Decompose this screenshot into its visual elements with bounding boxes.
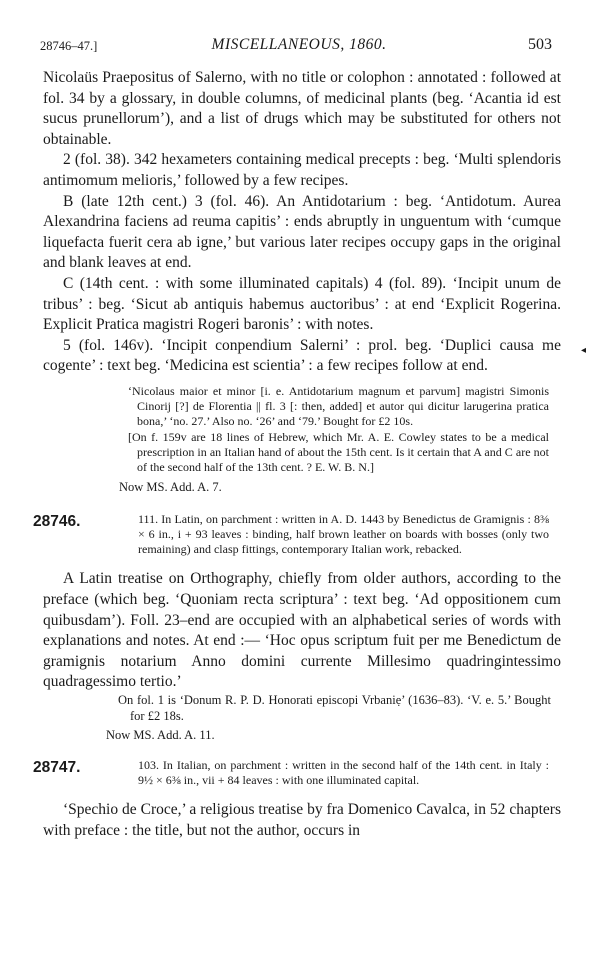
paragraph-nicolaus: Nicolaüs Praepositus of Salerno, with no title or colophon : annotated : followed at fol. 34 by a glossary, in double columns, of medicinal plants (beg. ‘Acantia id est sucus prunellorum’), and a list of drugs which may be substituted for others not obtainable. [43, 69, 561, 148]
entry-description: 111. In Latin, on parchment : written in A. D. 1443 by Benedictus de Gramignis : 8⅜ × 6 in., i + 93 leaves : binding, half brown leather on boards with bosses (only two remaining) and clasp fittings, contemporary Italian work, rebacked. [138, 511, 549, 557]
running-header [40, 36, 558, 58]
paragraph-antidotarium: B (late 12th cent.) 3 (fol. 46). An Antidotarium : beg. ‘Antidotum. Aurea Alexandrina faciens ad reuma capitis’ : ends abruptly in unguentum with ‘cumque liquefacta fuerit cera ab igne,’ but various later recipes occupy gaps in the original and blank leaves at end. [43, 192, 561, 272]
entry-28746 [33, 511, 561, 558]
paragraph-spechio: ‘Spechio de Croce,’ a religious treatise by fra Domenico Cavalca, in 52 chapters with preface : the title, but not the author, occurs in [43, 801, 561, 840]
entry-description: 103. In Italian, on parchment : written in the second half of the 14th cent. in Italy : 9½ × 6⅜ in., vii + 84 leaves : with one illuminated capital. [138, 758, 549, 788]
paragraph-orthography: A Latin treatise on Orthography, chiefly from older authors, according to the preface (which beg. ‘Quoniam recta scriptura’ : text beg. ‘Ad oppositionem cum quibusdam’). Foll. 23–end are occupied with an alphabetical series of words with explanations and notes. At end :— ‘Hoc opus scriptum fuit per me Benedictum de gramignis notarium Anno domini currente Millesimo quadringintessimo quadragessimo tertio.’ [43, 570, 561, 691]
entry-28747 [33, 758, 561, 788]
paragraph-hexameters: 2 (fol. 38). 342 hexameters containing medical precepts : beg. ‘Multi splendoris antimomum melioris,’ followed by a few recipes. [43, 151, 561, 189]
provenance-note-line: ‘Nicolaus maior et minor [i. e. Antidotarium magnum et parvum] magistri Simonis Cinorij [?] de Florentia || fl. 3 [: then, added] et autor qui dicitur larugerina pratica bona,’ ‘no. 27.’ Also no. ‘26’ and ‘79.’ Bought for £2 10s. [128, 383, 549, 429]
entry-number: 28747. [33, 759, 81, 777]
paragraph-compendium-salerni: 5 (fol. 146v). ‘Incipit conpendium Salerni’ : prol. beg. ‘Duplici causa me cogente’ : text beg. ‘Medicina est scientia’ : a few recipes follow at end. [43, 336, 561, 375]
hebrew-note-line: [On f. 159v are 18 lines of Hebrew, which Mr. A. E. Cowley states to be a medical prescription in an Italian hand of about the 15th cent. Is it certain that A and C are not of the second half of the 13th cent. ? E. W. B. N.] [128, 429, 549, 474]
paragraph-incipit-unum: C (14th cent. : with some illuminated capitals) 4 (fol. 89). ‘Incipit unum de tribus’ : beg. ‘Sicut ab antiquis habemus auctoribus’ : at end ‘Explicit Rogerina. Explicit Pratica magistri Rogeri baronis’ : with notes. [43, 274, 561, 334]
entry-number: 28746. [33, 512, 81, 530]
shelfmark-now: Now MS. Add. A. 11. [106, 728, 215, 743]
header-title: MISCELLANEOUS, 1860. [211, 36, 387, 53]
donation-note-line: On fol. 1 is ‘Donum R. P. D. Honorati episcopi Vrbaniẹ’ (1636–83). ‘V. e. 5.’ Bought for £2 18s. [118, 692, 551, 723]
page-number: 503 [528, 36, 552, 53]
shelfmark-now: Now MS. Add. A. 7. [119, 480, 222, 495]
margin-marker-icon: ◂ [580, 345, 586, 356]
header-shelfmark-range: 28746–47.] [40, 39, 98, 53]
page-body [33, 68, 561, 842]
provenance-note [128, 384, 549, 475]
donation-note [118, 693, 551, 725]
